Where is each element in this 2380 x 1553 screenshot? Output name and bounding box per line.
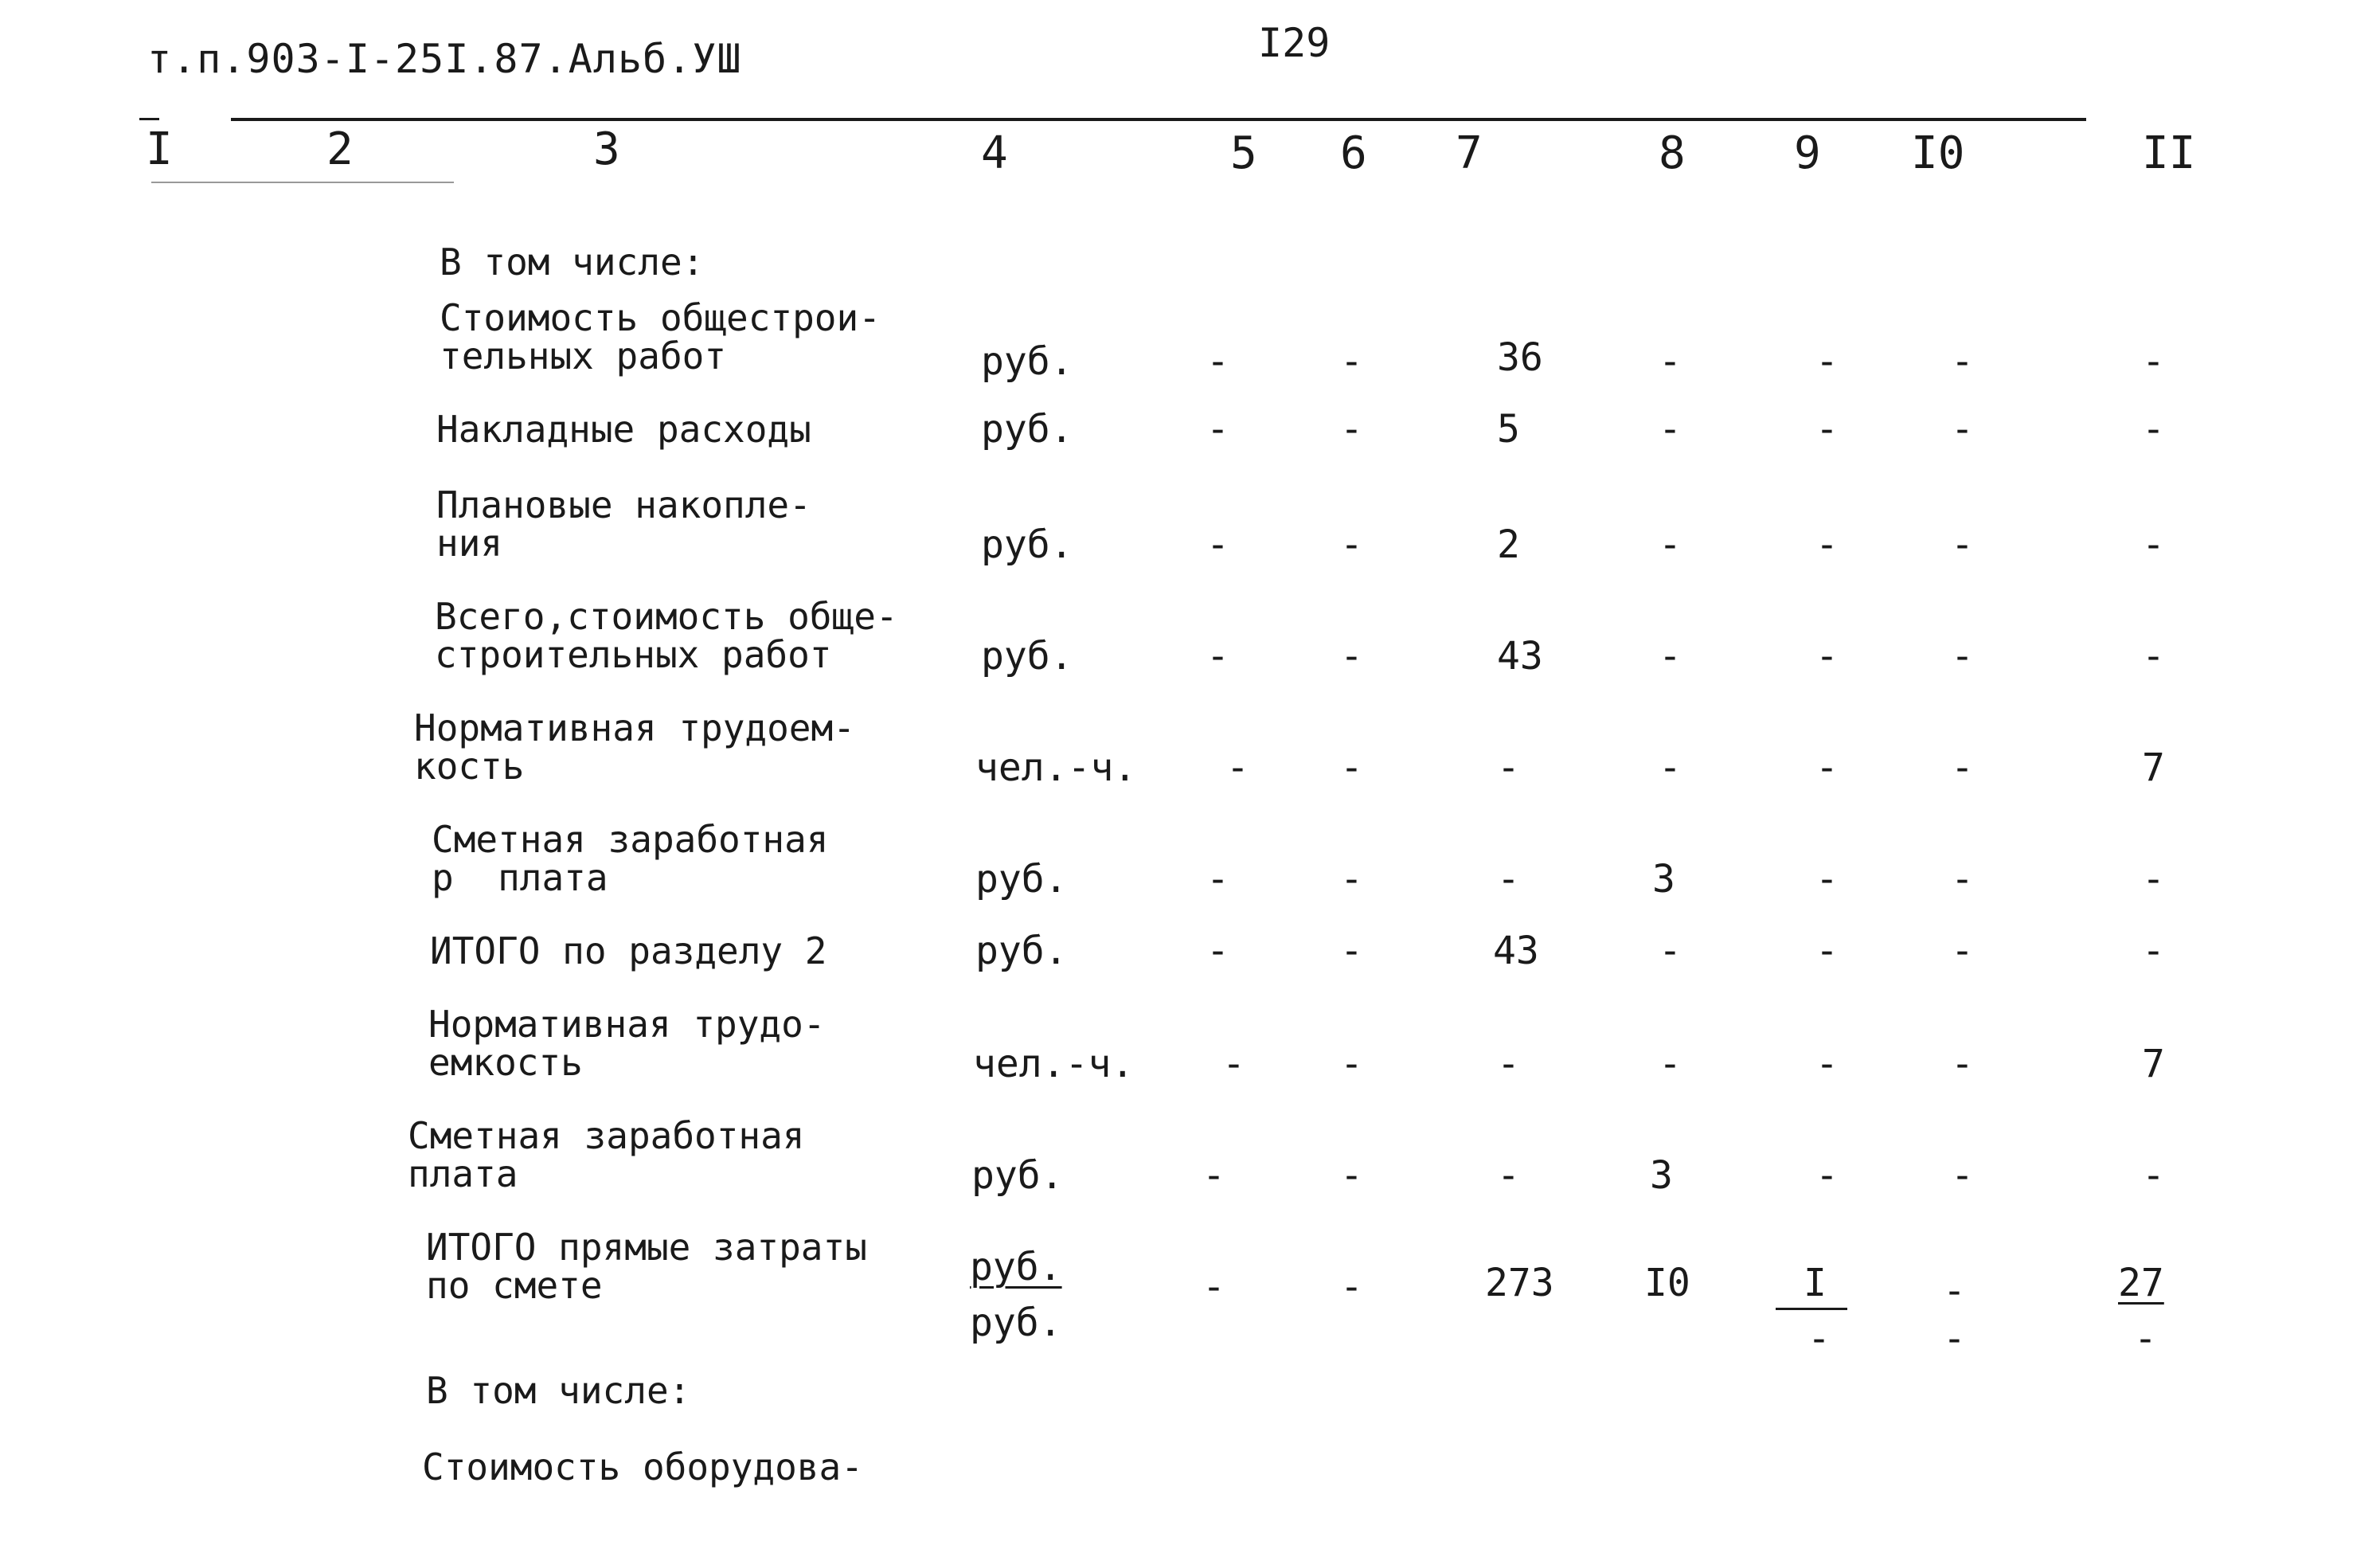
row-label: ИТОГО прямые затраты по смете	[426, 1226, 867, 1307]
cell-col8: 3	[1652, 857, 1675, 902]
cell-col5: -	[1206, 929, 1229, 973]
cell-col5: -	[1206, 634, 1229, 679]
column-number-1: I	[146, 123, 173, 175]
cell-col10-denominator: -	[1943, 1316, 1966, 1361]
cell-col7: 36	[1497, 335, 1543, 380]
cell-col9: -	[1815, 407, 1839, 452]
cell-col8: -	[1659, 634, 1682, 679]
cell-col8: -	[1659, 745, 1682, 790]
cell-col6: -	[1340, 929, 1363, 973]
cell-col8: I0	[1644, 1261, 1690, 1305]
row-label: Нормативная трудоем- кость	[414, 706, 855, 788]
cell-col9: -	[1815, 929, 1839, 973]
cell-col11: -	[2142, 522, 2165, 567]
table-top-rule-left	[139, 118, 159, 120]
cell-col7: -	[1497, 745, 1520, 790]
cell-col9: -	[1815, 634, 1839, 679]
cell-col7: -	[1497, 857, 1520, 902]
column-number-4: 4	[981, 127, 1008, 179]
cell-col11: 7	[2142, 1042, 2165, 1086]
column-number-9: 9	[1794, 127, 1821, 179]
table-top-rule	[231, 118, 2086, 121]
page-number: I29	[1258, 20, 1331, 66]
cell-col6: -	[1340, 407, 1363, 452]
cell-col9: -	[1815, 745, 1839, 790]
cell-col9: -	[1815, 1153, 1839, 1198]
row-unit: руб.	[981, 407, 1073, 452]
cell-col9-numerator: I	[1804, 1261, 1827, 1305]
cell-col7: 43	[1493, 929, 1539, 973]
cell-col11: -	[2142, 634, 2165, 679]
cell-col6: -	[1340, 339, 1363, 384]
cell-col11-denominator: -	[2134, 1316, 2157, 1361]
cell-col10: -	[1951, 634, 1974, 679]
cell-col11: -	[2142, 929, 2165, 973]
cell-col7: -	[1497, 1042, 1520, 1086]
cell-col9: -	[1815, 1042, 1839, 1086]
cell-col10: -	[1951, 1153, 1974, 1198]
cell-col6: -	[1340, 522, 1363, 567]
row-unit: чел.-ч.	[975, 745, 1137, 790]
cell-col10: -	[1951, 407, 1974, 452]
cell-col8: -	[1659, 339, 1682, 384]
cell-col8: 3	[1650, 1153, 1673, 1198]
column-number-11: II	[2142, 127, 2196, 179]
cell-col10: -	[1951, 339, 1974, 384]
section-caption-bottom: В том числе:	[426, 1369, 691, 1412]
cell-col7: -	[1497, 1153, 1520, 1198]
cell-col11: -	[2142, 857, 2165, 902]
cell-col5: -	[1226, 745, 1249, 790]
cell-col8: -	[1659, 522, 1682, 567]
column-number-6: 6	[1340, 127, 1367, 179]
cell-col6: -	[1340, 857, 1363, 902]
row-label: ИТОГО по разделу 2	[430, 929, 827, 972]
cell-col6: -	[1340, 1153, 1363, 1198]
cell-col6: -	[1340, 745, 1363, 790]
row-unit: руб.	[981, 339, 1073, 384]
cell-col11-numerator: 27	[2118, 1261, 2164, 1305]
cell-col11: -	[2142, 407, 2165, 452]
cell-col6: -	[1340, 1042, 1363, 1086]
row-label: Плановые накопле- ния	[436, 483, 811, 565]
cell-col9: -	[1815, 522, 1839, 567]
cell-col8: -	[1659, 929, 1682, 973]
row-label: Сметная заработная плата	[408, 1114, 805, 1195]
row-label: Стоимость общестрои- тельных работ	[440, 296, 881, 377]
row-unit: руб.	[981, 522, 1073, 567]
cell-col5: -	[1206, 339, 1229, 384]
trailing-row-label: Стоимость оборудова-	[422, 1445, 863, 1488]
cell-col7: 273	[1485, 1261, 1554, 1305]
cell-col5: -	[1206, 522, 1229, 567]
section-caption: В том числе:	[440, 241, 705, 284]
column-number-10: I0	[1911, 127, 1965, 179]
row-unit-numerator: руб.	[970, 1245, 1062, 1289]
cell-col11: -	[2142, 339, 2165, 384]
cell-col9: -	[1815, 857, 1839, 902]
cell-col9: -	[1815, 339, 1839, 384]
row-label: Сметная заработная р плата	[432, 818, 829, 899]
cell-col5: -	[1202, 1153, 1225, 1198]
row-unit: руб.	[975, 929, 1068, 973]
row-unit-denominator: руб.	[970, 1301, 1062, 1345]
cell-col6: -	[1340, 1265, 1363, 1309]
cell-col8: -	[1659, 407, 1682, 452]
cell-col7: 43	[1497, 634, 1543, 679]
row-unit: руб.	[981, 634, 1073, 679]
cell-col5: -	[1206, 407, 1229, 452]
row-label: Нормативная трудо- емкость	[428, 1003, 826, 1084]
cell-col11: 7	[2142, 745, 2165, 790]
cell-col8: -	[1659, 1042, 1682, 1086]
column-number-8: 8	[1659, 127, 1686, 179]
row-label: Накладные расходы	[436, 408, 811, 451]
cell-col10-numerator: -	[1943, 1269, 1966, 1313]
cell-col5: -	[1206, 857, 1229, 902]
cell-col10: -	[1951, 1042, 1974, 1086]
cell-col11: -	[2142, 1153, 2165, 1198]
row-unit: руб.	[971, 1153, 1064, 1198]
column-number-2: 2	[326, 123, 354, 175]
cell-col5: -	[1222, 1042, 1245, 1086]
row-unit: чел.-ч.	[973, 1042, 1135, 1086]
row-unit: руб.	[975, 857, 1068, 902]
column-number-5: 5	[1230, 127, 1257, 179]
column-number-3: 3	[593, 123, 620, 175]
cell-col10: -	[1951, 745, 1974, 790]
cell-col5: -	[1202, 1265, 1225, 1309]
col9-fraction-line	[1776, 1308, 1847, 1310]
cell-col6: -	[1340, 634, 1363, 679]
column-number-underline	[151, 182, 454, 183]
row-label: Всего,стоимость обще- строительных работ	[435, 595, 898, 676]
document-reference: т.п.903-I-25I.87.Альб.УШ	[147, 36, 742, 82]
cell-col10: -	[1951, 929, 1974, 973]
cell-col10: -	[1951, 522, 1974, 567]
cell-col7: 2	[1497, 522, 1520, 567]
cell-col10: -	[1951, 857, 1974, 902]
column-number-7: 7	[1456, 127, 1483, 179]
cell-col7: 5	[1497, 407, 1520, 452]
cell-col9-denominator: -	[1807, 1316, 1831, 1361]
